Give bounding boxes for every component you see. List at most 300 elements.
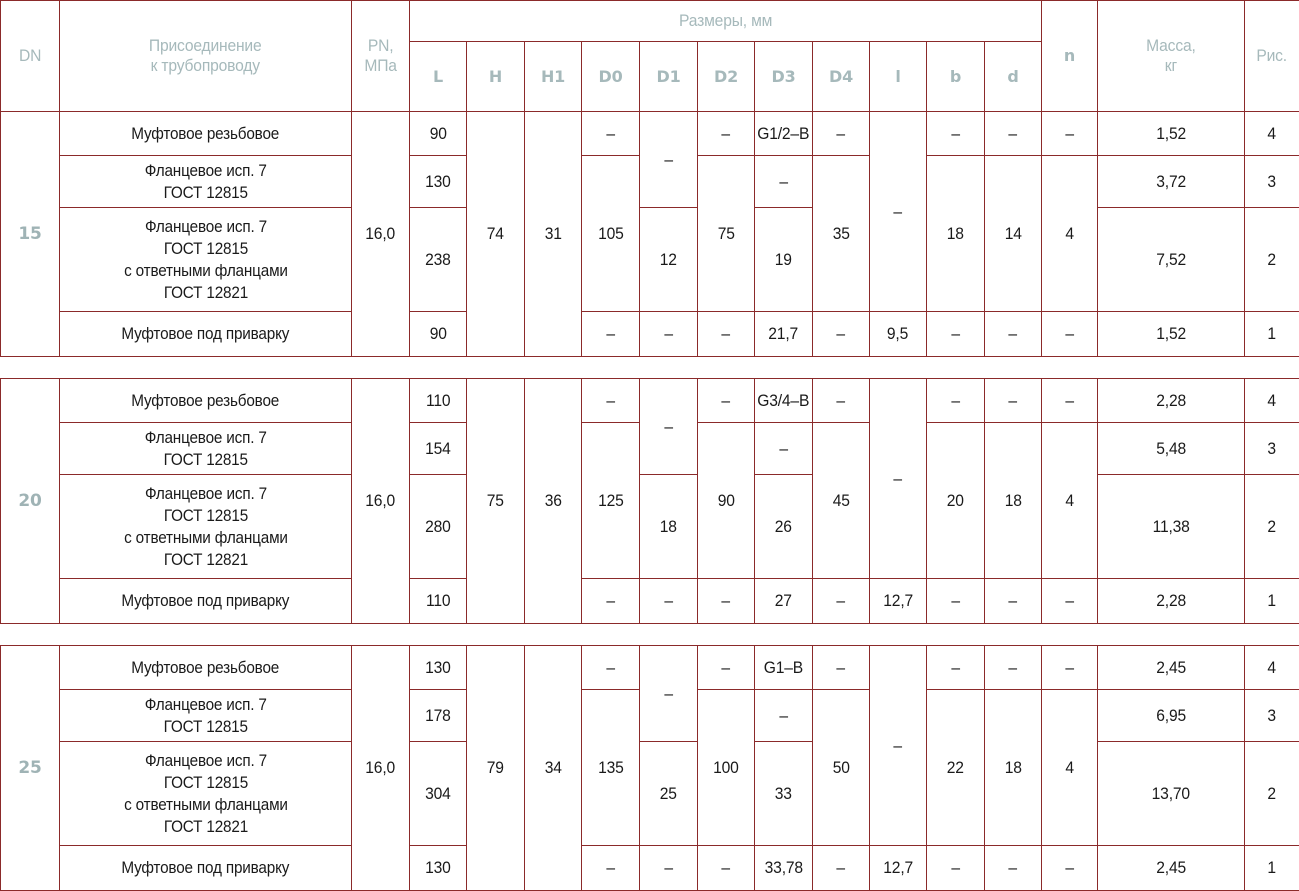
h-value-text: 74 [486, 224, 505, 243]
h1-value [524, 645, 582, 891]
n-value-text: – [1065, 858, 1074, 877]
d2-value [697, 155, 755, 312]
header-dim-d-text: d [1007, 66, 1019, 86]
pn-value-text: 16,0 [365, 758, 396, 777]
header-dim-h1-text: H1 [540, 66, 566, 86]
n-value-text: – [1065, 657, 1074, 677]
n-value-text: 4 [1065, 223, 1074, 243]
l-value [869, 311, 927, 357]
d3-value [754, 689, 813, 742]
b-value [926, 311, 985, 357]
n-value [1041, 578, 1098, 624]
connection-type-text: Муфтовое под приварку [121, 324, 290, 343]
n-value [1041, 645, 1098, 690]
b-value-text: 20 [946, 490, 965, 510]
d3-value [754, 645, 813, 690]
connection-type [59, 111, 352, 156]
d2-value [697, 645, 755, 690]
b-value [926, 645, 985, 690]
d3-value [754, 207, 813, 312]
mass-value-text: 2,28 [1156, 390, 1186, 410]
d4-value [812, 578, 870, 624]
d4-value-text: – [836, 858, 846, 877]
d-value [984, 422, 1042, 579]
d4-value [812, 378, 870, 423]
b-value [926, 155, 985, 312]
b-value-text: – [951, 591, 960, 610]
n-value [1041, 378, 1098, 423]
l-length [409, 111, 467, 156]
n-value-text: – [1065, 591, 1074, 610]
mass-value-text: 6,95 [1156, 705, 1186, 725]
d-value [984, 689, 1042, 846]
l-length-text: 130 [425, 657, 451, 677]
connection-type [59, 207, 352, 312]
figure-number-text: 4 [1267, 657, 1277, 677]
connection-type [59, 155, 352, 208]
d4-value-text: – [836, 657, 846, 677]
l-length-text: 130 [425, 171, 451, 191]
d0-value [581, 422, 640, 579]
mass-value-text: 13,70 [1151, 783, 1191, 803]
n-value-text: 4 [1065, 490, 1074, 510]
d1-value-text: – [664, 591, 673, 610]
h1-value-text: 34 [544, 758, 562, 777]
figure-number-text: 1 [1267, 858, 1277, 877]
l-value-text: – [893, 468, 903, 488]
header-dim-d0 [581, 41, 640, 112]
d2-value-text: 90 [717, 490, 735, 510]
n-value [1041, 311, 1098, 357]
d1-value [639, 845, 698, 891]
figure-number [1244, 578, 1299, 624]
pn-value [351, 645, 410, 891]
h-value-text: 75 [486, 491, 505, 510]
d4-value [812, 311, 870, 357]
d3-value-text: 27 [774, 591, 793, 610]
d0-value-text: 105 [597, 223, 624, 243]
d4-value [812, 845, 870, 891]
d4-value-text: – [836, 324, 846, 343]
d0-value [581, 311, 640, 357]
d4-value-text: – [836, 591, 846, 610]
b-value-text: – [951, 858, 960, 877]
mass-value [1097, 645, 1245, 690]
d-value-text: – [1008, 591, 1018, 610]
connection-type [59, 422, 352, 475]
d0-value [581, 645, 640, 690]
header-pn-text: PN, МПа [364, 36, 397, 75]
d-value [984, 378, 1042, 423]
n-value-text: – [1065, 390, 1074, 410]
d-value-text: – [1008, 123, 1018, 143]
d0-value [581, 111, 640, 156]
d3-value [754, 311, 813, 357]
n-value-text: – [1065, 324, 1074, 343]
d3-value-text: 19 [774, 249, 793, 269]
header-dim-h1 [524, 41, 582, 112]
d2-value [697, 578, 755, 624]
mass-value-text: 3,72 [1156, 171, 1186, 191]
d3-value [754, 474, 813, 579]
l-length [409, 845, 467, 891]
connection-type [59, 645, 352, 690]
header-dim-b [926, 41, 985, 112]
connection-type-text: Фланцевое исп. 7 ГОСТ 12815 с ответными фланцами ГОСТ 12821 [123, 750, 288, 836]
connection-type-text: Фланцевое исп. 7 ГОСТ 12815 с ответными фланцами ГОСТ 12821 [123, 483, 288, 569]
d3-value-text: 26 [774, 516, 793, 536]
l-length-text: 238 [425, 249, 451, 269]
d-value-text: – [1008, 858, 1018, 877]
d3-value [754, 845, 813, 891]
mass-value-text: 7,52 [1156, 249, 1186, 269]
d1-value [639, 741, 698, 846]
d2-value [697, 378, 755, 423]
connection-type [59, 378, 352, 423]
d4-value-text: 50 [832, 757, 850, 777]
mass-value [1097, 741, 1245, 846]
d3-value-text: – [779, 171, 788, 191]
b-value [926, 845, 985, 891]
d0-value [581, 578, 640, 624]
d4-value-text: 45 [832, 490, 850, 510]
d3-value-text: – [779, 705, 788, 725]
dn-value [0, 378, 60, 624]
n-value-text: – [1065, 123, 1074, 143]
l-value-text: – [893, 201, 903, 221]
n-value [1041, 845, 1098, 891]
d-value [984, 578, 1042, 624]
d0-value-text: – [606, 591, 615, 610]
l-length-text: 110 [425, 591, 451, 610]
mass-value [1097, 422, 1245, 475]
d-value-text: – [1008, 324, 1018, 343]
l-value-text: – [893, 735, 903, 755]
figure-number [1244, 422, 1299, 475]
d1-value [639, 578, 698, 624]
b-value-text: – [951, 657, 960, 677]
d0-value [581, 378, 640, 423]
d3-value-text: G1–B [763, 657, 804, 677]
header-dimensions [409, 0, 1042, 42]
header-dim-l-text: l [895, 66, 901, 86]
d4-value [812, 689, 870, 846]
d-value-text: 18 [1004, 490, 1022, 510]
connection-type-text: Муфтовое под приварку [121, 858, 290, 877]
d2-value-text: – [721, 123, 731, 143]
d-value [984, 111, 1042, 156]
h-value [466, 378, 525, 624]
mass-value [1097, 311, 1245, 357]
header-dim-h-text: H [488, 66, 503, 86]
l-length-text: 90 [429, 324, 447, 343]
connection-type [59, 311, 352, 357]
header-fig-text: Рис. [1256, 46, 1288, 65]
connection-type [59, 474, 352, 579]
connection-type-text: Муфтовое резьбовое [131, 123, 280, 143]
h1-value-text: 36 [544, 491, 562, 510]
figure-number-text: 2 [1267, 249, 1277, 269]
l-length-text: 304 [425, 783, 451, 803]
figure-number [1244, 845, 1299, 891]
header-dimensions-text: Размеры, мм [678, 11, 773, 30]
h-value [466, 111, 525, 357]
header-dim-d3 [754, 41, 813, 112]
d1-value-text: 12 [659, 249, 678, 269]
connection-type-text: Муфтовое резьбовое [131, 657, 280, 677]
d2-value [697, 845, 755, 891]
n-value-text: 4 [1065, 757, 1074, 777]
d3-value [754, 741, 813, 846]
d1-value-text: – [664, 683, 673, 703]
pn-value-text: 16,0 [365, 491, 396, 510]
mass-value-text: 1,52 [1156, 123, 1186, 143]
d2-value [697, 111, 755, 156]
d2-value [697, 311, 755, 357]
d1-value-text: 25 [659, 783, 678, 803]
b-value-text: – [951, 324, 960, 343]
d1-value-text: – [664, 416, 673, 436]
d-value [984, 311, 1042, 357]
mass-value [1097, 578, 1245, 624]
d3-value [754, 422, 813, 475]
h1-value-text: 31 [544, 224, 562, 243]
header-dim-d [984, 41, 1042, 112]
n-value [1041, 155, 1098, 312]
d4-value [812, 422, 870, 579]
figure-number-text: 4 [1267, 390, 1277, 410]
header-dim-d3-text: D3 [771, 66, 796, 86]
h-value [466, 645, 525, 891]
d1-value-text: – [664, 149, 673, 169]
pn-value [351, 378, 410, 624]
figure-number [1244, 378, 1299, 423]
d-value-text: – [1008, 390, 1018, 410]
d0-value [581, 845, 640, 891]
d2-value-text: 75 [717, 223, 735, 243]
dn-value-text: 20 [18, 491, 42, 511]
l-length [409, 474, 467, 579]
d2-value [697, 689, 755, 846]
d-value [984, 845, 1042, 891]
d4-value-text: – [836, 123, 846, 143]
figure-number-text: 1 [1267, 591, 1277, 610]
h1-value [524, 378, 582, 624]
b-value-text: 18 [946, 223, 965, 243]
connection-type-text: Муфтовое резьбовое [131, 390, 280, 410]
figure-number-text: 2 [1267, 783, 1277, 803]
mass-value [1097, 474, 1245, 579]
d0-value-text: – [606, 324, 615, 343]
d4-value-text: 35 [832, 223, 850, 243]
header-dim-d4 [812, 41, 870, 112]
mass-value [1097, 155, 1245, 208]
l-length [409, 689, 467, 742]
l-value-text: 9,5 [887, 324, 909, 343]
figure-number [1244, 155, 1299, 208]
l-length [409, 155, 467, 208]
b-value [926, 578, 985, 624]
d1-value-text: – [664, 858, 673, 877]
mass-value-text: 1,52 [1156, 324, 1186, 343]
b-value-text: – [951, 390, 960, 410]
l-value [869, 845, 927, 891]
d0-value-text: – [606, 657, 615, 677]
mass-value-text: 11,38 [1152, 516, 1190, 536]
mass-value [1097, 689, 1245, 742]
header-connection [59, 0, 352, 112]
mass-value [1097, 845, 1245, 891]
dn-value-text: 25 [18, 758, 42, 778]
l-value [869, 578, 927, 624]
d3-value-text: G3/4–B [757, 390, 810, 410]
figure-number-text: 3 [1267, 171, 1277, 191]
d3-value-text: 21,7 [768, 324, 799, 343]
d2-value-text: – [721, 657, 731, 677]
l-length [409, 207, 467, 312]
dn-value-text: 15 [18, 224, 42, 244]
l-length [409, 578, 467, 624]
l-length-text: 90 [429, 123, 447, 143]
n-value [1041, 111, 1098, 156]
dn-value [0, 645, 60, 891]
header-dim-l [869, 41, 927, 112]
mass-value-text: 2,28 [1156, 591, 1186, 610]
header-dim-d4-text: D4 [828, 66, 853, 86]
n-value [1041, 689, 1098, 846]
l-length-text: 110 [425, 390, 451, 410]
d3-value-text: 33,78 [764, 858, 803, 877]
mass-value [1097, 378, 1245, 423]
b-value-text: – [951, 123, 960, 143]
connection-type [59, 845, 352, 891]
header-mass-text: Масса, кг [1146, 36, 1196, 75]
connection-type-text: Фланцевое исп. 7 ГОСТ 12815 [144, 694, 267, 736]
header-dim-l-text: L [433, 66, 443, 86]
header-dim-h [466, 41, 525, 112]
l-length-text: 178 [425, 705, 451, 725]
d0-value-text: – [606, 123, 615, 143]
l-length [409, 422, 467, 475]
l-value-text: 12,7 [883, 858, 913, 877]
header-n-text: n [1063, 46, 1076, 65]
d0-value-text: 135 [597, 757, 624, 777]
connection-type-text: Фланцевое исп. 7 ГОСТ 12815 [144, 160, 267, 202]
l-value [869, 378, 927, 579]
figure-number-text: 2 [1267, 516, 1277, 536]
d4-value [812, 155, 870, 312]
d2-value [697, 422, 755, 579]
connection-type [59, 741, 352, 846]
l-length [409, 378, 467, 423]
d3-value [754, 111, 813, 156]
header-dim-d2-text: D2 [713, 66, 738, 86]
connection-type [59, 689, 352, 742]
d1-value [639, 207, 698, 312]
d4-value-text: – [836, 390, 846, 410]
mass-value-text: 5,48 [1156, 438, 1186, 458]
h-value-text: 79 [486, 758, 505, 777]
d0-value [581, 689, 640, 846]
b-value [926, 378, 985, 423]
d-value-text: – [1008, 657, 1018, 677]
b-value [926, 111, 985, 156]
b-value [926, 689, 985, 846]
mass-value [1097, 111, 1245, 156]
mass-value [1097, 207, 1245, 312]
d1-value [639, 378, 698, 475]
l-length [409, 741, 467, 846]
d3-value [754, 378, 813, 423]
d0-value-text: 125 [597, 490, 624, 510]
d4-value [812, 111, 870, 156]
d2-value-text: – [721, 390, 731, 410]
l-length [409, 311, 467, 357]
d3-value-text: – [779, 438, 788, 458]
d1-value-text: – [664, 324, 673, 343]
l-length-text: 154 [425, 438, 451, 458]
d1-value [639, 111, 698, 208]
figure-number [1244, 207, 1299, 312]
d3-value [754, 578, 813, 624]
d0-value-text: – [606, 390, 615, 410]
mass-value-text: 2,45 [1156, 657, 1186, 677]
figure-number [1244, 474, 1299, 579]
d1-value [639, 311, 698, 357]
l-value-text: 12,7 [883, 591, 913, 610]
l-value [869, 645, 927, 846]
header-dim-d1 [639, 41, 698, 112]
l-length-text: 280 [425, 516, 451, 536]
d3-value-text: 33 [774, 783, 793, 803]
d1-value-text: 18 [659, 516, 678, 536]
b-value-text: 22 [946, 757, 965, 777]
figure-number-text: 4 [1267, 123, 1277, 143]
figure-number [1244, 741, 1299, 846]
d1-value [639, 645, 698, 742]
d4-value [812, 645, 870, 690]
b-value [926, 422, 985, 579]
d3-value-text: G1/2–B [757, 123, 810, 143]
header-dim-l [409, 41, 467, 112]
header-dim-b-text: b [949, 66, 962, 86]
d0-value [581, 155, 640, 312]
d1-value [639, 474, 698, 579]
figure-number [1244, 311, 1299, 357]
header-n [1041, 0, 1098, 112]
connection-type-text: Муфтовое под приварку [121, 591, 290, 610]
header-pn [351, 0, 410, 112]
header-mass [1097, 0, 1245, 112]
l-value [869, 111, 927, 312]
header-dim-d1-text: D1 [656, 66, 681, 86]
l-length [409, 645, 467, 690]
l-length-text: 130 [425, 858, 451, 877]
header-dim-d2 [697, 41, 755, 112]
header-dn [0, 0, 60, 112]
figure-number [1244, 111, 1299, 156]
connection-type [59, 578, 352, 624]
figure-number [1244, 689, 1299, 742]
figure-number-text: 3 [1267, 705, 1277, 725]
d2-value-text: – [721, 324, 731, 343]
connection-type-text: Фланцевое исп. 7 ГОСТ 12815 с ответными фланцами ГОСТ 12821 [123, 216, 288, 302]
h1-value [524, 111, 582, 357]
d-value [984, 155, 1042, 312]
header-dn-text: DN [18, 46, 42, 65]
mass-value-text: 2,45 [1156, 858, 1186, 877]
d0-value-text: – [606, 858, 615, 877]
